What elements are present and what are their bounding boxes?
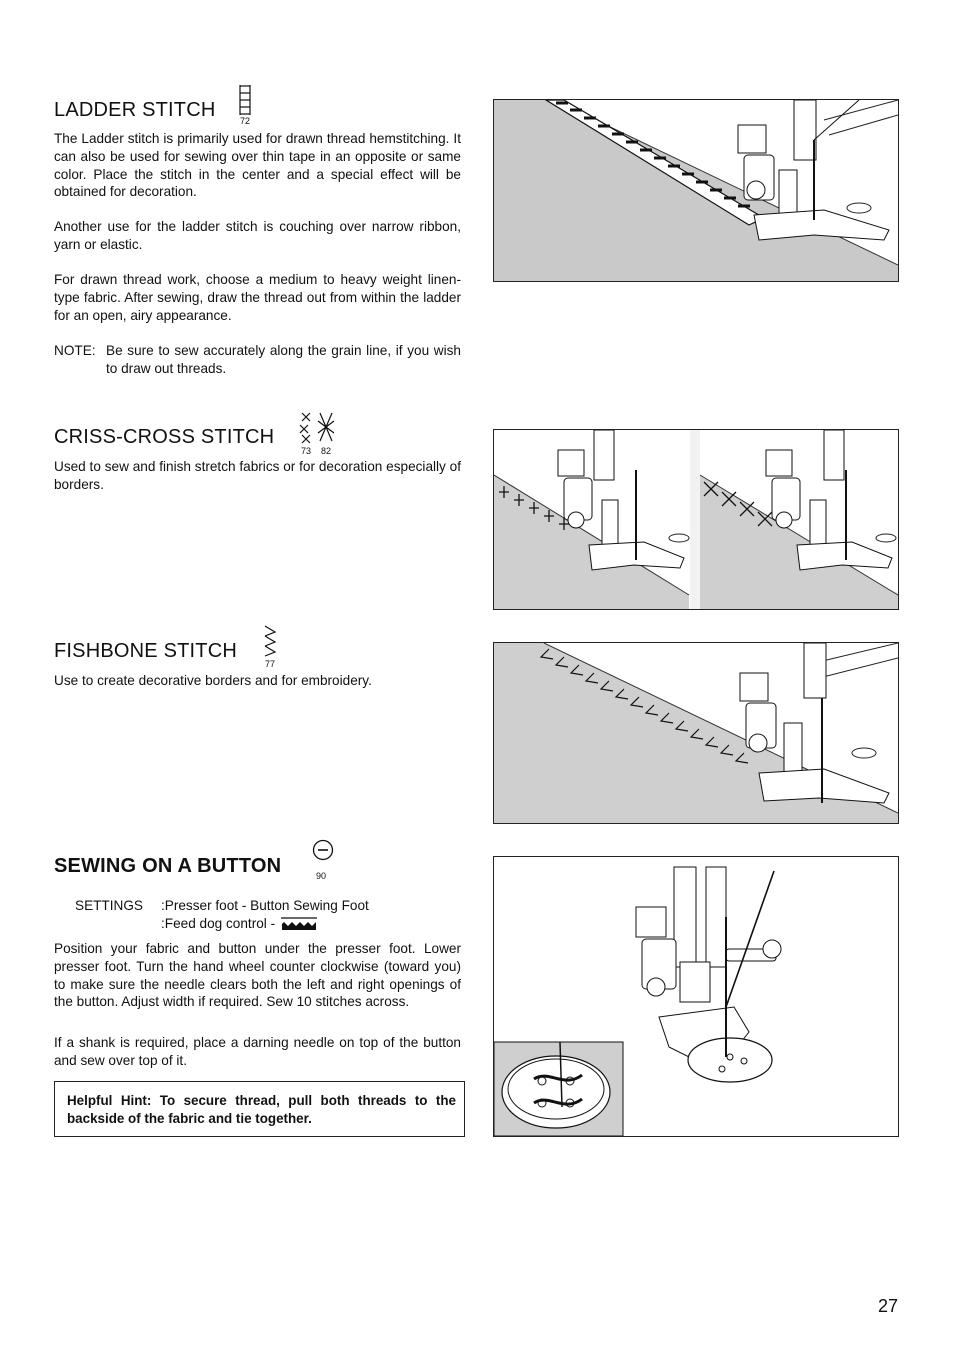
ladder-paragraph-3: For drawn thread work, choose a medium to heavy weight linen-type fabric. After sewing, draw the thread out from within the ladder for an open, airy appearance. [54,272,461,323]
criss-cross-paragraph-1: Used to sew and finish stretch fabrics or for decoration especially of borders. [54,459,461,492]
criss-cross-stitch-title: CRISS-CROSS STITCH [54,426,275,448]
fishbone-stitch-icon [262,624,278,658]
criss-cross-stitch-icon [298,411,336,445]
sewing-button-title: SEWING ON A BUTTON [54,855,282,877]
button-paragraph-2: If a shank is required, place a darning needle on top of the button and sew over top of it. [54,1035,461,1068]
fishbone-stitch-illustration [493,642,899,824]
ladder-stitch-number: 72 [240,116,251,126]
note-label: NOTE: [54,343,96,358]
criss-cross-stitch-number-82: 82 [321,446,332,456]
fishbone-paragraph-1: Use to create decorative borders and for embroidery. [54,673,372,688]
setting-presser-foot: :Presser foot - Button Sewing Foot [161,898,369,913]
setting-feed-dog: :Feed dog control - [161,915,276,931]
settings-label: SETTINGS [75,898,143,913]
settings-block [75,897,369,932]
page-number: 27 [877,1296,898,1316]
feed-dog-lowered-icon [281,917,317,931]
note-text: Be sure to sew accurately along the grain line, if you wish to draw out threads. [106,343,461,376]
button-stitch-icon [312,839,334,861]
ladder-stitch-title: LADDER STITCH [54,99,216,121]
ladder-stitch-illustration [493,99,899,282]
fishbone-stitch-title: FISHBONE STITCH [54,640,238,662]
ladder-note [54,342,461,378]
ladder-stitch-icon [238,84,252,116]
sewing-button-illustration [493,856,899,1137]
criss-cross-stitch-number-73: 73 [301,446,312,456]
criss-cross-stitch-illustration [493,429,899,610]
helpful-hint-box: Helpful Hint: To secure thread, pull both threads to the backside of the fabric and tie together. [54,1081,465,1137]
button-stitch-number: 90 [316,871,327,881]
button-paragraph-1: Position your fabric and button under the presser foot. Lower presser foot. Turn the hand wheel counter clockwise (toward you) to make sure the needle clears both the left and right openings of the button. Adjust width if required. Sew 10 stitches across. [54,941,461,1010]
ladder-paragraph-2: Another use for the ladder stitch is couching over narrow ribbon, yarn or elastic. [54,219,461,252]
ladder-paragraph-1: The Ladder stitch is primarily used for drawn thread hemstitching. It can also be used for sewing over thin tape in an opposite or same color. Place the stitch in the center and a special effect will be obtained for decoration. [54,131,461,200]
fishbone-stitch-number: 77 [265,659,276,669]
